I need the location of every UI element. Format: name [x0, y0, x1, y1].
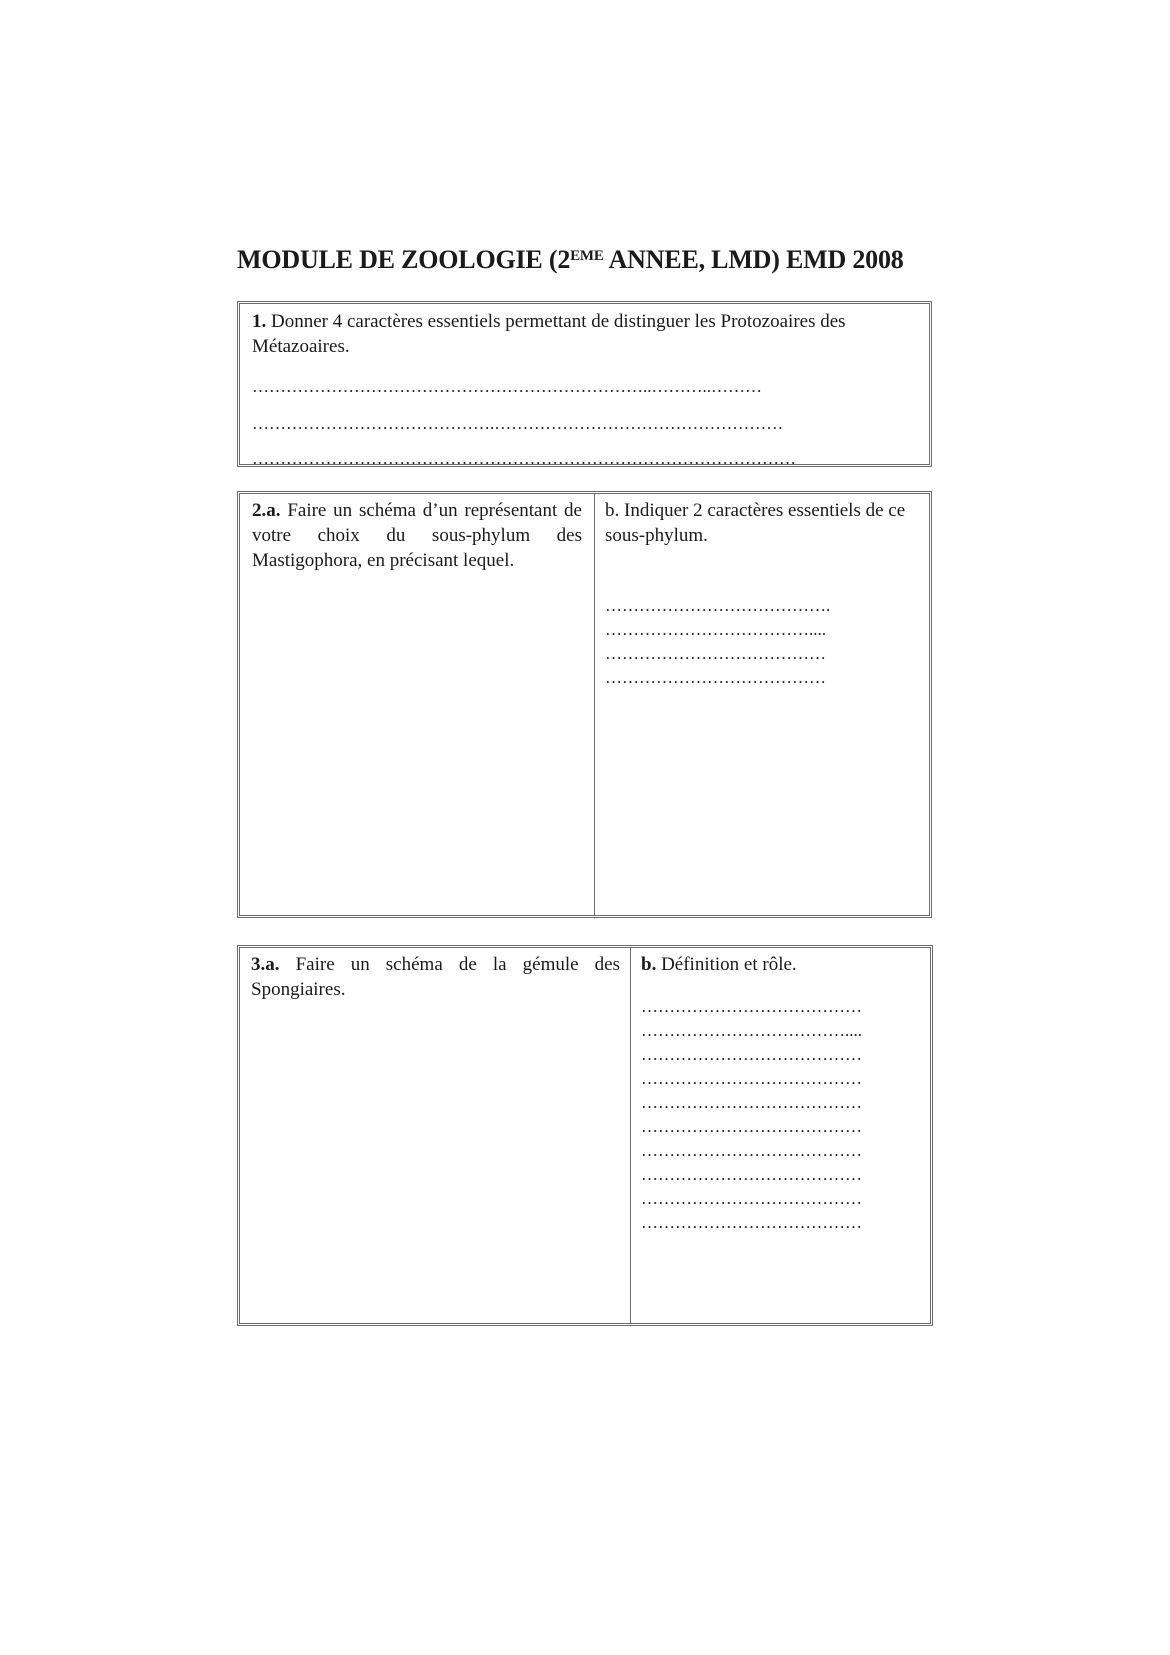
answer-line: …………………………………: [641, 1141, 862, 1160]
answer-line: …………………………………: [641, 1189, 862, 1208]
title-superscript: EME: [570, 248, 604, 264]
question-3b-answer-area: [641, 995, 922, 1235]
question-1-box: [237, 301, 932, 467]
answer-line: …………………………………: [605, 668, 826, 687]
question-1-text: Donner 4 caractères essentiels permettant de distinguer les Protozoaires des Métazoaires.: [252, 311, 846, 357]
question-3b-number: b.: [641, 954, 657, 975]
question-2a-text: Faire un schéma d’un représentant de votre choix du sous-phylum des Mastigophora, en précisant lequel.: [252, 500, 582, 571]
title-prefix: MODULE DE ZOOLOGIE (2: [237, 245, 571, 274]
question-3a-number: 3.a.: [251, 954, 280, 975]
question-1-answer-area: [252, 367, 917, 476]
question-2b-text: Indiquer 2 caractères essentiels de ce sous-phylum.: [605, 500, 906, 546]
question-1-prompt: [252, 309, 917, 359]
answer-line: …………………………………: [641, 997, 862, 1016]
answer-line: ………………………………....: [605, 620, 826, 639]
question-1-cell: [240, 304, 929, 468]
question-1-number: 1.: [252, 311, 267, 332]
answer-line: …………………………………….……………………………………………: [252, 414, 784, 433]
question-3b-cell: [631, 948, 930, 1323]
question-2a-prompt: [252, 498, 582, 573]
question-3-box: [237, 945, 933, 1326]
question-3b-prompt: [641, 952, 922, 977]
answer-line: ………………………………….: [605, 596, 831, 615]
answer-line: …………………………………: [641, 1093, 862, 1112]
answer-line: ……………………………………………………………..………..………: [252, 377, 762, 396]
title-suffix: ANNEE, LMD) EMD 2008: [603, 245, 904, 274]
page-title: [237, 244, 937, 276]
question-3b-text: Définition et rôle.: [656, 954, 797, 975]
answer-line: …………………………………: [605, 644, 826, 663]
question-2-box: [237, 491, 932, 918]
question-2b-answer-area: [605, 594, 921, 690]
question-2b-number: b.: [605, 500, 620, 521]
answer-line: ………………………………....: [641, 1021, 862, 1040]
answer-line: …………………………………: [641, 1069, 862, 1088]
answer-line: …………………………………: [641, 1213, 862, 1232]
question-3a-cell: [240, 948, 630, 1323]
answer-line: …………………………………: [641, 1117, 862, 1136]
question-3a-prompt: [251, 952, 620, 1002]
question-2a-number: 2.a.: [252, 500, 281, 521]
answer-line: …………………………………: [641, 1045, 862, 1064]
answer-line: ……………………………………………………………………………………: [252, 449, 796, 468]
question-2b-prompt: [605, 498, 921, 548]
answer-line: …………………………………: [641, 1165, 862, 1184]
question-3a-text: Faire un schéma de la gémule des Spongiaires.: [251, 954, 620, 1000]
question-2a-cell: [240, 494, 594, 915]
question-2b-cell: [595, 494, 929, 915]
